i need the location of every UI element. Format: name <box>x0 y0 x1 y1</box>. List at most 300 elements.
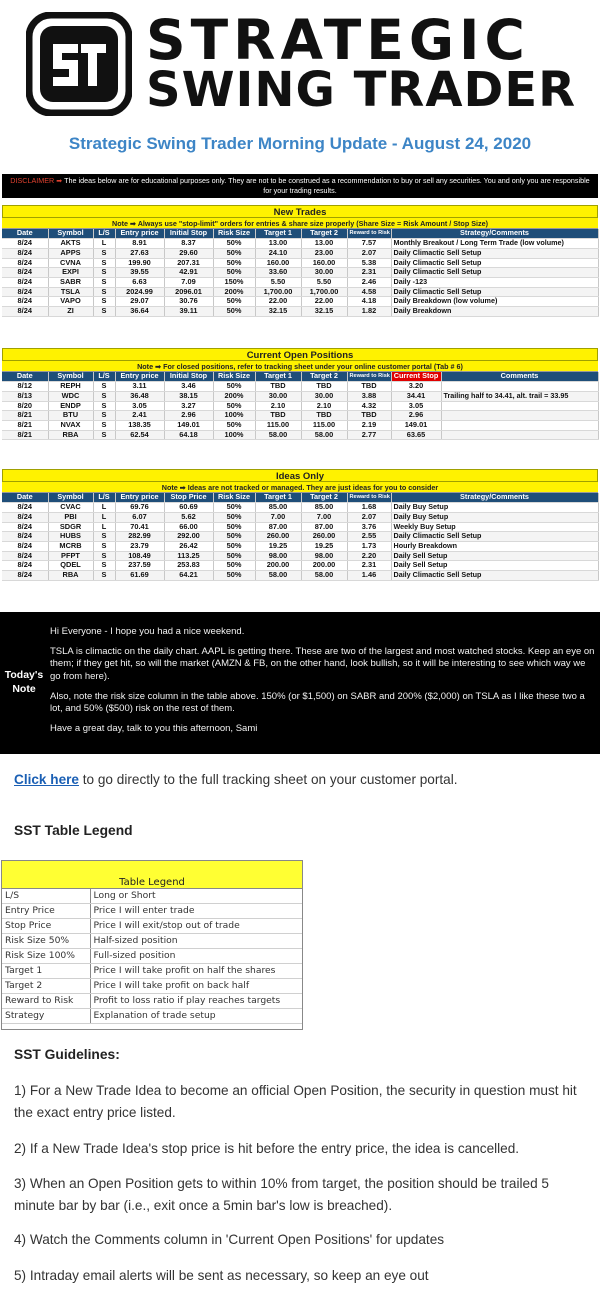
table-cell: 50% <box>213 542 255 552</box>
ideas-only-note: Note ➡ Ideas are not tracked or managed. They are just ideas for you to consider <box>2 482 598 493</box>
table-cell: AKTS <box>48 239 93 249</box>
guideline-item: 5) Intraday email alerts will be sent as necessary, so keep an eye out <box>14 1268 429 1283</box>
table-cell: 33.60 <box>255 268 301 278</box>
table-cell: L <box>93 503 115 513</box>
table-row <box>2 268 598 278</box>
table-cell: 50% <box>213 268 255 278</box>
column-header: Symbol <box>48 372 93 382</box>
table-cell: 85.00 <box>301 503 347 513</box>
table-cell: 2.20 <box>347 551 391 561</box>
table-cell: 30.76 <box>164 297 213 307</box>
table-cell: 70.41 <box>115 522 164 532</box>
table-cell: 160.00 <box>255 258 301 268</box>
table-cell: 3.27 <box>164 401 213 411</box>
table-cell: 7.57 <box>347 239 391 249</box>
table-cell: 42.91 <box>164 268 213 278</box>
column-header: Symbol <box>48 493 93 503</box>
table-cell: 29.60 <box>164 248 213 258</box>
note-paragraph: TSLA is climactic on the daily chart. AAPL is getting there. These are two of the largest and most watched stocks. Keep an eye on them; if they get hit, so will the market (AMZN & FB, on the other hand, look bullish, so it will be interesting to see which way we go from here). <box>50 646 595 682</box>
table-row <box>2 287 598 297</box>
table-cell: 63.65 <box>391 430 441 440</box>
note-paragraph: Hi Everyone - I hope you had a nice weekend. <box>50 626 245 637</box>
legend-key: L/S <box>2 889 90 904</box>
table-cell: Daily Climactic Sell Setup <box>391 287 598 297</box>
table-cell: 24.10 <box>255 248 301 258</box>
table-cell: 39.55 <box>115 268 164 278</box>
table-cell: 5.38 <box>347 258 391 268</box>
table-cell: BTU <box>48 411 93 421</box>
legend-row <box>2 889 302 904</box>
table-cell: SDGR <box>48 522 93 532</box>
column-header: Entry price <box>115 493 164 503</box>
table-cell: S <box>93 278 115 288</box>
brand-logo <box>26 8 577 122</box>
table-row <box>2 382 598 392</box>
todays-note-label <box>4 668 44 696</box>
legend-row <box>2 949 302 964</box>
guidelines-heading: SST Guidelines: <box>14 1047 120 1062</box>
table-cell: 200% <box>213 287 255 297</box>
table-cell: 113.25 <box>164 551 213 561</box>
table-cell: 50% <box>213 307 255 317</box>
table-cell: 8/20 <box>2 401 48 411</box>
table-cell: 50% <box>213 571 255 581</box>
table-row <box>2 512 598 522</box>
table-cell: NVAX <box>48 421 93 431</box>
table-cell: 2.55 <box>347 532 391 542</box>
table-cell: 100% <box>213 411 255 421</box>
column-header: Target 1 <box>255 229 301 239</box>
table-cell: 7.00 <box>255 512 301 522</box>
table-cell: 8/12 <box>2 382 48 392</box>
table-cell: 5.62 <box>164 512 213 522</box>
table-cell: 2.96 <box>164 411 213 421</box>
table-cell: 50% <box>213 258 255 268</box>
column-header: Reward to Risk <box>347 493 391 503</box>
table-row <box>2 503 598 513</box>
legend-value: Price I will take profit on back half <box>90 979 302 994</box>
table-cell: S <box>93 532 115 542</box>
table-cell: 58.00 <box>255 571 301 581</box>
column-header: Date <box>2 372 48 382</box>
table-cell: 2.07 <box>347 512 391 522</box>
table-cell: 3.05 <box>391 401 441 411</box>
table-cell: 19.25 <box>255 542 301 552</box>
table-cell: 30.00 <box>301 391 347 401</box>
legend-key: Target 1 <box>2 964 90 979</box>
ideas-only-title: Ideas Only <box>2 469 598 482</box>
table-cell: 8/21 <box>2 421 48 431</box>
table-cell: 2.10 <box>255 401 301 411</box>
legend-key: Reward to Risk <box>2 994 90 1009</box>
open-positions-table <box>2 348 598 440</box>
table-cell: 4.18 <box>347 297 391 307</box>
table-cell: 98.00 <box>255 551 301 561</box>
table-cell: 98.00 <box>301 551 347 561</box>
table-row <box>2 551 598 561</box>
column-header: Reward to Risk <box>347 229 391 239</box>
table-cell: 32.15 <box>255 307 301 317</box>
table-cell: S <box>93 430 115 440</box>
table-cell: 58.00 <box>301 430 347 440</box>
table-cell: 207.31 <box>164 258 213 268</box>
legend-value: Price I will enter trade <box>90 904 302 919</box>
table-cell: 8/21 <box>2 430 48 440</box>
column-header: Current Stop <box>391 372 441 382</box>
legend-value: Half-sized position <box>90 934 302 949</box>
table-cell <box>441 401 598 411</box>
table-cell: 200.00 <box>301 561 347 571</box>
table-cell: 26.42 <box>164 542 213 552</box>
column-header: Target 2 <box>301 372 347 382</box>
table-cell: Monthly Breakout / Long Term Trade (low volume) <box>391 239 598 249</box>
legend-row <box>2 964 302 979</box>
table-cell: 3.76 <box>347 522 391 532</box>
table-header-row <box>2 229 598 239</box>
portal-text: to go directly to the full tracking sheet on your customer portal. <box>78 772 458 787</box>
table-cell: 60.69 <box>164 503 213 513</box>
table-cell: Daily -123 <box>391 278 598 288</box>
legend-value: Profit to loss ratio if play reaches targets <box>90 994 302 1009</box>
table-cell: 50% <box>213 532 255 542</box>
table-cell: CVNA <box>48 258 93 268</box>
table-cell: S <box>93 391 115 401</box>
legend-row <box>2 1009 302 1024</box>
table-cell: TBD <box>255 382 301 392</box>
table-cell: QDEL <box>48 561 93 571</box>
table-cell: 30.00 <box>255 391 301 401</box>
table-row <box>2 278 598 288</box>
table-cell: 22.00 <box>255 297 301 307</box>
column-header: Risk Size <box>213 229 255 239</box>
legend-value: Full-sized position <box>90 949 302 964</box>
table-cell: 199.90 <box>115 258 164 268</box>
table-cell: 50% <box>213 421 255 431</box>
table-cell: 6.63 <box>115 278 164 288</box>
table-cell: 8/24 <box>2 542 48 552</box>
table-cell: 2.31 <box>347 268 391 278</box>
table-cell: 253.83 <box>164 561 213 571</box>
table-cell: 19.25 <box>301 542 347 552</box>
table-cell: S <box>93 258 115 268</box>
table-cell: 260.00 <box>301 532 347 542</box>
table-cell: 8/13 <box>2 391 48 401</box>
table-cell: 85.00 <box>255 503 301 513</box>
table-row <box>2 561 598 571</box>
table-cell: 8/24 <box>2 503 48 513</box>
table-cell: 237.59 <box>115 561 164 571</box>
table-cell: 2.10 <box>301 401 347 411</box>
table-cell: Daily Buy Setup <box>391 503 598 513</box>
legend-value: Long or Short <box>90 889 302 904</box>
table-cell: Daily Sell Setup <box>391 561 598 571</box>
table-cell: Daily Climactic Sell Setup <box>391 268 598 278</box>
legend-value: Price I will exit/stop out of trade <box>90 919 302 934</box>
table-cell: 138.35 <box>115 421 164 431</box>
column-header: L/S <box>93 372 115 382</box>
todays-note <box>0 612 600 754</box>
todays-note-label-line2: Note <box>12 683 36 695</box>
table-cell: 39.11 <box>164 307 213 317</box>
column-header: Reward to Risk <box>347 372 391 382</box>
table-cell: Daily Breakdown (low volume) <box>391 297 598 307</box>
table-cell: 87.00 <box>301 522 347 532</box>
table-cell: Daily Breakdown <box>391 307 598 317</box>
table-cell: S <box>93 571 115 581</box>
column-header: Target 2 <box>301 493 347 503</box>
table-cell: 149.01 <box>391 421 441 431</box>
table-cell: 50% <box>213 561 255 571</box>
table-cell: 64.21 <box>164 571 213 581</box>
table-cell: TSLA <box>48 287 93 297</box>
guideline-item: 2) If a New Trade Idea's stop price is hit before the entry price, the idea is cancelled. <box>14 1141 520 1156</box>
table-row <box>2 571 598 581</box>
table-cell: 1.73 <box>347 542 391 552</box>
column-header: Initial Stop <box>164 372 213 382</box>
legend-row <box>2 919 302 934</box>
guideline-item: 4) Watch the Comments column in 'Current Open Positions' for updates <box>14 1232 445 1247</box>
table-cell: 3.20 <box>391 382 441 392</box>
table-cell: 7.00 <box>301 512 347 522</box>
table-cell: 3.11 <box>115 382 164 392</box>
table-cell: 38.15 <box>164 391 213 401</box>
table-cell: 8/24 <box>2 239 48 249</box>
portal-paragraph <box>14 769 588 791</box>
column-header: Risk Size <box>213 372 255 382</box>
table-cell: SABR <box>48 278 93 288</box>
table-cell: Daily Climactic Sell Setup <box>391 532 598 542</box>
column-header: Initial Stop <box>164 229 213 239</box>
table-cell: 100% <box>213 430 255 440</box>
table-cell: ENDP <box>48 401 93 411</box>
open-positions-note: Note ➡ For closed positions, refer to tracking sheet under your online customer portal (Tab # 6) <box>2 361 598 372</box>
table-cell: 8/24 <box>2 307 48 317</box>
column-header: Comments <box>441 372 598 382</box>
table-cell: EXPI <box>48 268 93 278</box>
table-cell: 108.49 <box>115 551 164 561</box>
table-cell: 4.32 <box>347 401 391 411</box>
table-cell: Daily Climactic Sell Setup <box>391 571 598 581</box>
column-header: Strategy/Comments <box>391 493 598 503</box>
table-cell: S <box>93 551 115 561</box>
table-cell: S <box>93 287 115 297</box>
legend-row <box>2 979 302 994</box>
column-header: Strategy/Comments <box>391 229 598 239</box>
table-legend <box>1 860 303 1030</box>
table-cell: 8/21 <box>2 411 48 421</box>
table-cell: 2.19 <box>347 421 391 431</box>
table-cell: S <box>93 561 115 571</box>
table-cell: 8/24 <box>2 561 48 571</box>
table-cell: 6.07 <box>115 512 164 522</box>
table-row <box>2 411 598 421</box>
column-header: Target 1 <box>255 493 301 503</box>
legend-key: Strategy <box>2 1009 90 1024</box>
column-header: Target 1 <box>255 372 301 382</box>
legend-heading: SST Table Legend <box>14 823 133 838</box>
table-cell: 8/24 <box>2 532 48 542</box>
table-cell: TBD <box>301 382 347 392</box>
table-cell: Trailing half to 34.41, alt. trail = 33.95 <box>441 391 598 401</box>
table-cell: 260.00 <box>255 532 301 542</box>
table-cell: Daily Climactic Sell Setup <box>391 258 598 268</box>
table-row <box>2 430 598 440</box>
table-cell <box>441 382 598 392</box>
note-paragraph: Also, note the risk size column in the table above. 150% (or $1,500) on SABR and 200% ($2,000) on TSLA as I like these two a lot, and 50% ($500) risk on the rest of them. <box>50 690 585 715</box>
table-cell: RBA <box>48 571 93 581</box>
table-cell <box>441 421 598 431</box>
new-trades-title: New Trades <box>2 205 598 218</box>
table-cell: 3.88 <box>347 391 391 401</box>
table-cell: 8/24 <box>2 248 48 258</box>
table-row <box>2 522 598 532</box>
table-cell: 8/24 <box>2 512 48 522</box>
table-cell: 50% <box>213 522 255 532</box>
note-paragraph: Have a great day, talk to you this afternoon, Sami <box>50 723 258 735</box>
table-cell: 8/24 <box>2 278 48 288</box>
table-cell: ZI <box>48 307 93 317</box>
logo-text-strategic: STRATEGIC <box>146 8 530 72</box>
table-cell: Hourly Breakdown <box>391 542 598 552</box>
page-title: Strategic Swing Trader Morning Update - August 24, 2020 <box>68 134 532 153</box>
table-cell: 36.48 <box>115 391 164 401</box>
legend-key: Stop Price <box>2 919 90 934</box>
table-cell: 50% <box>213 512 255 522</box>
table-header-row <box>2 493 598 503</box>
table-cell: 200.00 <box>255 561 301 571</box>
todays-note-label-line1: Today's <box>4 669 44 681</box>
table-cell: 2024.99 <box>115 287 164 297</box>
table-cell: L <box>93 512 115 522</box>
table-cell: S <box>93 268 115 278</box>
column-header: Entry price <box>115 229 164 239</box>
table-header-row <box>2 372 598 382</box>
table-cell <box>441 411 598 421</box>
column-header: L/S <box>93 229 115 239</box>
table-cell: WDC <box>48 391 93 401</box>
table-cell: PBI <box>48 512 93 522</box>
table-cell: 2.41 <box>115 411 164 421</box>
legend-value: Price I will take profit on half the shares <box>90 964 302 979</box>
portal-link[interactable]: Click here <box>14 772 79 787</box>
table-cell: 69.76 <box>115 503 164 513</box>
table-cell: REPH <box>48 382 93 392</box>
table-cell: 7.09 <box>164 278 213 288</box>
table-cell: S <box>93 401 115 411</box>
table-cell: 160.00 <box>301 258 347 268</box>
table-cell: S <box>93 411 115 421</box>
table-cell: 50% <box>213 503 255 513</box>
table-row <box>2 307 598 317</box>
table-cell: 115.00 <box>301 421 347 431</box>
legend-title: Table Legend <box>2 861 302 889</box>
column-header: Symbol <box>48 229 93 239</box>
table-cell: Weekly Buy Setup <box>391 522 598 532</box>
table-cell: MCRB <box>48 542 93 552</box>
legend-value: Explanation of trade setup <box>90 1009 302 1024</box>
table-cell: 64.18 <box>164 430 213 440</box>
table-cell: 22.00 <box>301 297 347 307</box>
ideas-only-table <box>2 469 598 581</box>
table-cell: S <box>93 421 115 431</box>
table-cell: 282.99 <box>115 532 164 542</box>
table-cell: TBD <box>301 411 347 421</box>
table-cell: 3.46 <box>164 382 213 392</box>
logo-text-swing-trader: SWING TRADER <box>146 62 577 118</box>
table-cell: VAPO <box>48 297 93 307</box>
table-cell: L <box>93 522 115 532</box>
table-cell: 29.07 <box>115 297 164 307</box>
table-cell: 62.54 <box>115 430 164 440</box>
table-cell: 1,700.00 <box>301 287 347 297</box>
table-cell: 8/24 <box>2 268 48 278</box>
table-cell: S <box>93 382 115 392</box>
table-cell: HUBS <box>48 532 93 542</box>
guideline-item: 1) For a New Trade Idea to become an official Open Position, the security in question must hit the exact entry price listed. <box>14 1083 577 1120</box>
table-cell: 8/24 <box>2 571 48 581</box>
open-positions-title: Current Open Positions <box>2 348 598 361</box>
table-cell <box>441 430 598 440</box>
table-cell: APPS <box>48 248 93 258</box>
legend-key: Entry Price <box>2 904 90 919</box>
table-cell: 5.50 <box>301 278 347 288</box>
table-cell: 292.00 <box>164 532 213 542</box>
legend-key: Risk Size 100% <box>2 949 90 964</box>
table-cell: 5.50 <box>255 278 301 288</box>
table-row <box>2 248 598 258</box>
legend-row <box>2 904 302 919</box>
table-row <box>2 401 598 411</box>
column-header: Date <box>2 493 48 503</box>
table-cell: TBD <box>255 411 301 421</box>
legend-row <box>2 934 302 949</box>
table-cell: 3.05 <box>115 401 164 411</box>
table-cell: 23.00 <box>301 248 347 258</box>
table-cell: 61.69 <box>115 571 164 581</box>
table-cell: Daily Climactic Sell Setup <box>391 248 598 258</box>
table-cell: TBD <box>347 411 391 421</box>
disclaimer-banner <box>2 174 598 198</box>
table-cell: 8/24 <box>2 297 48 307</box>
table-cell: L <box>93 239 115 249</box>
column-header: Risk Size <box>213 493 255 503</box>
table-row <box>2 532 598 542</box>
column-header: Stop Price <box>164 493 213 503</box>
table-cell: 115.00 <box>255 421 301 431</box>
table-cell: 27.63 <box>115 248 164 258</box>
table-cell: 2.31 <box>347 561 391 571</box>
table-cell: 13.00 <box>255 239 301 249</box>
sst-monogram-logo <box>26 12 132 116</box>
table-cell: CVAC <box>48 503 93 513</box>
table-cell: 1.68 <box>347 503 391 513</box>
column-header: Target 2 <box>301 229 347 239</box>
table-cell: 2096.01 <box>164 287 213 297</box>
table-row <box>2 297 598 307</box>
table-row <box>2 239 598 249</box>
table-cell: 1,700.00 <box>255 287 301 297</box>
table-cell: 2.07 <box>347 248 391 258</box>
table-cell: 50% <box>213 401 255 411</box>
table-cell: 50% <box>213 551 255 561</box>
table-cell: 8/24 <box>2 258 48 268</box>
table-cell: 8/24 <box>2 522 48 532</box>
guideline-item: 3) When an Open Position gets to within 10% from target, the position should be trailed 5 minute bar by bar (i.e., exit once a 5min bar's low is breached). <box>14 1176 549 1213</box>
table-cell: 150% <box>213 278 255 288</box>
table-cell: 50% <box>213 248 255 258</box>
table-cell: 30.00 <box>301 268 347 278</box>
table-cell: 149.01 <box>164 421 213 431</box>
